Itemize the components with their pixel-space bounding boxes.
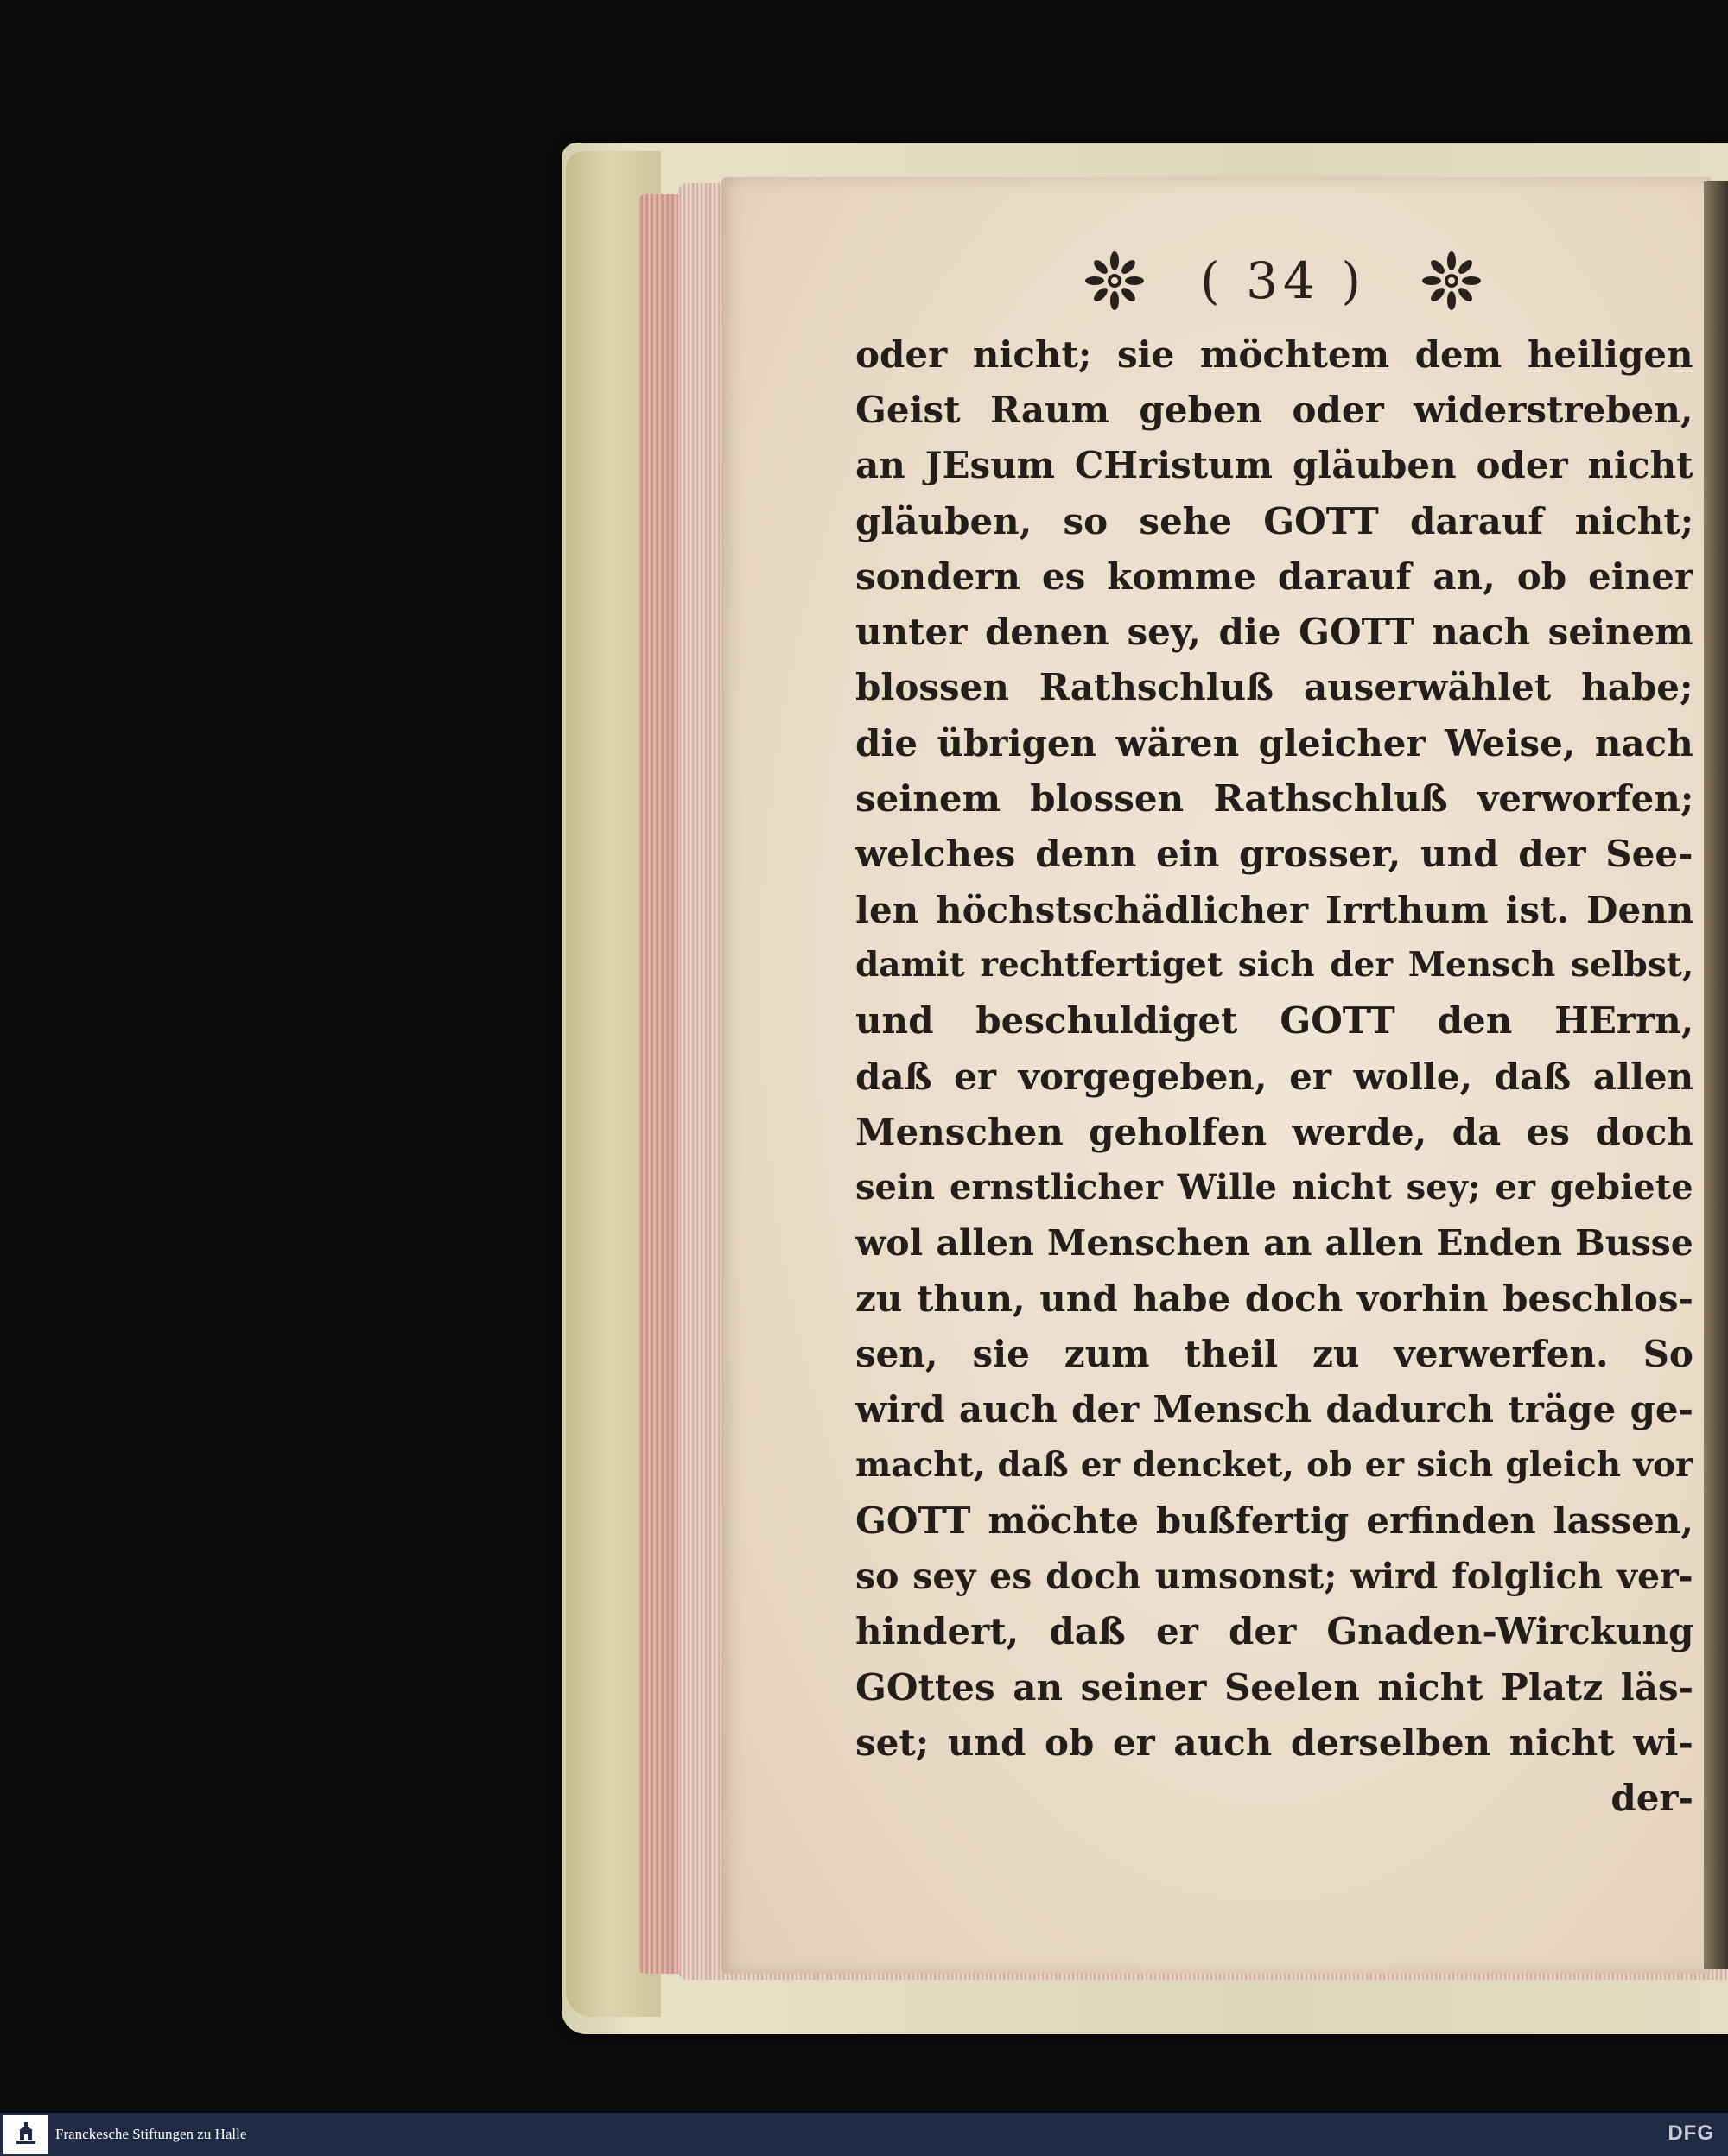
- text-line: wird auch der Mensch dadurch träge ge-: [855, 1388, 1693, 1431]
- text-line: hindert, daß er der Gnaden-Wirckung: [855, 1610, 1693, 1653]
- text-line: seinem blossen Rathschluß verworfen;: [855, 777, 1693, 821]
- text-line: und beschuldiget GOTT den HErrn,: [855, 999, 1693, 1043]
- text-line: sen, sie zum theil zu verwerfen. So: [855, 1332, 1693, 1375]
- text-line: GOTT möchte bußfertig erfinden lassen,: [855, 1499, 1693, 1542]
- flower-ornament-icon: [1421, 250, 1482, 311]
- text-line: len höchstschädlicher Irrthum ist. Denn: [855, 888, 1693, 931]
- text-line: sondern es komme darauf an, ob einer: [855, 555, 1693, 598]
- franckesche-stiftungen-logo-icon[interactable]: [3, 2115, 48, 2154]
- text-line: wol allen Menschen an allen Enden Busse: [855, 1221, 1693, 1264]
- text-line: gläuben, so sehe GOTT darauf nicht;: [855, 499, 1693, 542]
- text-line: zu thun, und habe doch vorhin beschlos-: [855, 1277, 1693, 1320]
- text-line: unter denen sey, die GOTT nach seinem: [855, 611, 1693, 654]
- text-line: sein ernstlicher Wille nicht sey; er gebiete: [855, 1167, 1693, 1208]
- text-line: die übrigen wären gleicher Weise, nach: [855, 721, 1693, 764]
- text-line: so sey es doch umsonst; wird folglich ver-: [855, 1555, 1693, 1597]
- text-line: Geist Raum geben oder widerstreben,: [855, 388, 1693, 431]
- viewer-footer-bar: [0, 2113, 1728, 2156]
- page-body-text: [855, 327, 1693, 1826]
- page-number: ( 34 ): [1200, 251, 1366, 310]
- page-header: [1084, 246, 1482, 315]
- catchword: der-: [1610, 1777, 1693, 1820]
- institution-label[interactable]: Franckesche Stiftungen zu Halle: [55, 2126, 247, 2142]
- text-line: Menschen geholfen werde, da es doch: [855, 1110, 1693, 1153]
- text-line: macht, daß er dencket, ob er sich gleich vor: [855, 1445, 1693, 1486]
- text-line: an JEsum CHristum gläuben oder nicht: [855, 444, 1693, 487]
- text-line: oder nicht; sie möchtem dem heiligen: [855, 333, 1693, 376]
- page-gutter-shadow: [1704, 181, 1728, 1969]
- text-line: GOttes an seiner Seelen nicht Platz läs-: [855, 1665, 1693, 1709]
- dfg-logo[interactable]: DFG: [1668, 2121, 1714, 2145]
- text-line: set; und ob er auch derselben nicht wi-: [855, 1722, 1693, 1765]
- text-line: daß er vorgegeben, er wolle, daß allen: [855, 1055, 1693, 1098]
- text-line: welches denn ein grosser, und der See-: [855, 833, 1693, 876]
- flower-ornament-icon: [1084, 250, 1145, 311]
- text-line: damit rechtfertiget sich der Mensch selbst,: [855, 945, 1693, 986]
- text-line: blossen Rathschluß auserwählet habe;: [855, 666, 1693, 709]
